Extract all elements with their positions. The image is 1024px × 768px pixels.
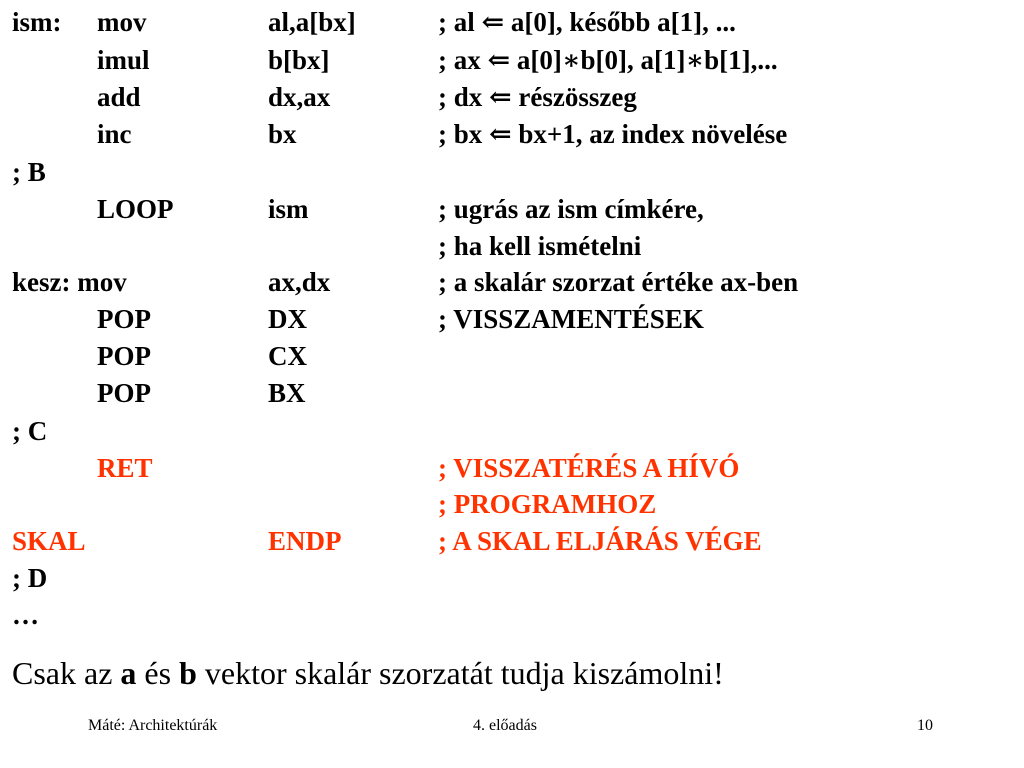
code-op: inc [97, 119, 132, 149]
code-comment: ; bx ⇐ bx+1, az index növelése [438, 119, 788, 149]
code-arg: ism [268, 194, 309, 224]
code-label: SKAL [12, 526, 86, 556]
code-line-15 [0, 523, 1024, 559]
code-op: POP [97, 378, 151, 408]
note-vector-b: b [179, 655, 197, 691]
code-label: ; D [12, 563, 48, 593]
code-line-9 [0, 301, 1024, 337]
code-op: RET [97, 453, 153, 483]
code-line-6 [0, 191, 1024, 227]
code-comment: ; PROGRAMHOZ [438, 489, 657, 519]
code-arg: DX [268, 304, 307, 334]
code-label: ; C [12, 416, 48, 446]
code-arg: al,a[bx] [268, 7, 356, 37]
code-arg: BX [268, 378, 306, 408]
code-line-16 [0, 560, 1024, 596]
code-line-13 [0, 450, 1024, 486]
code-line-14 [0, 486, 1024, 522]
code-arg: b[bx] [268, 45, 330, 75]
code-op: add [97, 82, 141, 112]
code-arg: bx [268, 119, 297, 149]
code-op: POP [97, 304, 151, 334]
code-comment: ; dx ⇐ részösszeg [438, 82, 637, 112]
footer-author: Máté: Architektúrák [88, 717, 218, 734]
code-label: … [12, 600, 39, 630]
code-line-1 [0, 4, 1024, 40]
code-label: kesz: mov [12, 267, 127, 297]
note-part-2: és [136, 655, 180, 691]
code-comment: ; ugrás az ism címkére, [438, 194, 704, 224]
code-line-11 [0, 375, 1024, 411]
note-vector-a: a [120, 655, 137, 691]
code-op: POP [97, 341, 151, 371]
code-line-3 [0, 79, 1024, 115]
code-comment: ; al ⇐ a[0], később a[1], ... [438, 7, 736, 37]
note-part-3: vektor skalár szorzatát tudja kiszámolni! [196, 655, 724, 691]
code-comment: ; ha kell ismételni [438, 231, 642, 261]
code-line-17 [0, 597, 1024, 633]
note-text [12, 653, 724, 693]
code-line-7 [0, 228, 1024, 264]
code-comment: ; VISSZATÉRÉS A HÍVÓ [438, 453, 740, 483]
note-part-1: Csak az [12, 655, 121, 691]
code-comment: ; A SKAL ELJÁRÁS VÉGE [438, 526, 762, 556]
code-label: ism: [12, 7, 62, 37]
code-comment: ; VISSZAMENTÉSEK [438, 304, 704, 334]
code-line-10 [0, 338, 1024, 374]
code-comment: ; ax ⇐ a[0]∗b[0], a[1]∗b[1],... [438, 45, 778, 75]
code-op: imul [97, 45, 150, 75]
code-label: ; B [12, 157, 46, 187]
code-arg: dx,ax [268, 82, 331, 112]
code-arg: ENDP [268, 526, 342, 556]
code-arg: CX [268, 341, 307, 371]
footer-page-number: 10 [917, 717, 933, 734]
code-op: mov [97, 7, 147, 37]
code-line-8 [0, 264, 1024, 300]
code-arg: ax,dx [268, 267, 331, 297]
code-line-12 [0, 413, 1024, 449]
code-line-4 [0, 116, 1024, 152]
footer-lecture: 4. előadás [473, 717, 537, 734]
code-line-5 [0, 154, 1024, 190]
code-line-2 [0, 42, 1024, 78]
code-op: LOOP [97, 194, 174, 224]
code-comment: ; a skalár szorzat értéke ax-ben [438, 267, 799, 297]
